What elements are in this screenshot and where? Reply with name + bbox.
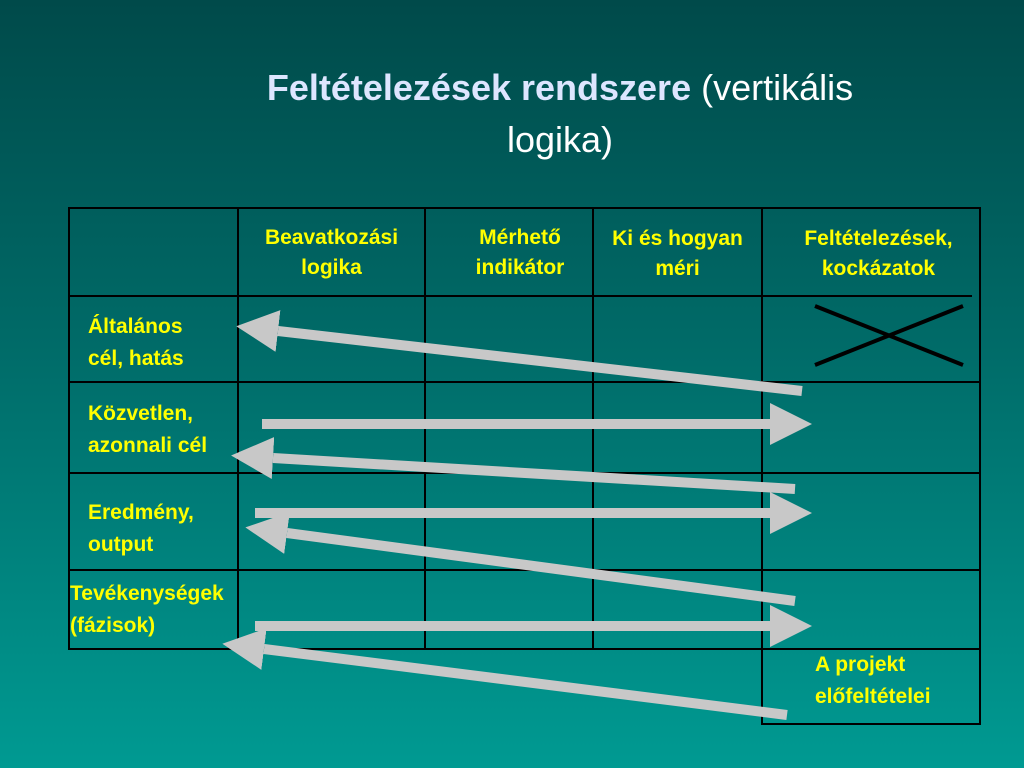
row-label-line: Közvetlen,: [88, 402, 194, 425]
header-who-how: [593, 224, 762, 284]
header-line: indikátor: [475, 256, 565, 279]
row-label-line: Eredmény,: [88, 501, 194, 524]
header-line: Feltételezések,: [804, 227, 953, 250]
header-line: Mérhető: [479, 226, 561, 249]
row-label-direct-goal: [88, 398, 207, 462]
header-line: kockázatok: [821, 257, 936, 280]
row-label-output: [88, 497, 194, 561]
row-label-line: cél, hatás: [88, 347, 184, 370]
row-label-activities: [70, 578, 224, 642]
row-label-line: Tevékenységek: [70, 582, 224, 605]
header-line: Ki és hogyan: [612, 227, 743, 250]
header-line: méri: [655, 257, 700, 280]
row-label-line: (fázisok): [70, 614, 156, 637]
header-assumptions: [762, 224, 995, 284]
header-line: logika: [301, 256, 362, 279]
title-bold: Feltételezések rendszere: [266, 67, 692, 108]
preconditions-line: A projekt: [815, 653, 906, 676]
arrow-left: [287, 533, 795, 601]
arrow-left: [264, 649, 787, 715]
logic-arrows: [255, 331, 802, 715]
title-normal-1: (vertikális: [701, 67, 854, 108]
row-label-overall-goal: [88, 311, 184, 375]
header-indicator: [425, 223, 615, 283]
header-line: Beavatkozási: [264, 226, 399, 249]
row-label-line: azonnali cél: [88, 434, 208, 457]
header-intervention-logic: [238, 223, 425, 283]
row-label-line: output: [88, 533, 154, 556]
table-grid: [69, 208, 980, 725]
preconditions-line: előfeltételei: [815, 685, 931, 708]
row-label-line: Általános: [88, 315, 183, 338]
cross-mark: [815, 306, 963, 365]
title-line-2: logika): [506, 119, 614, 160]
preconditions-label: [815, 649, 931, 713]
